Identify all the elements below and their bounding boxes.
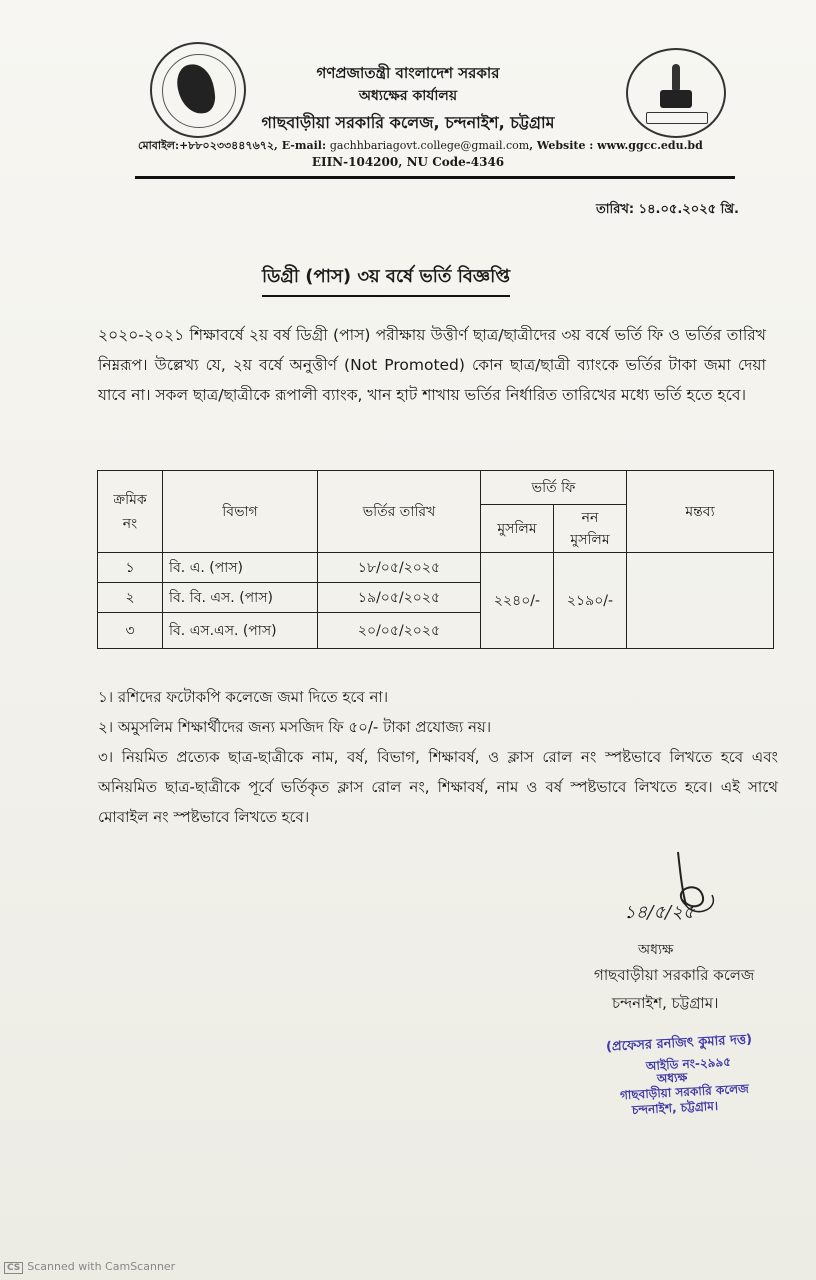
row-serial: ২ — [98, 583, 163, 613]
signatory-college: গাছবাড়ীয়া সরকারি কলেজ — [594, 966, 755, 984]
contact-line — [138, 137, 703, 156]
stamp-college: গাছবাড়ীয়া সরকারি কলেজ — [619, 1081, 750, 1103]
col-serial-header: ক্রমিক নং — [98, 471, 163, 553]
row-date: ১৯/০৫/২০২৫ — [318, 583, 481, 613]
signatory-designation: অধ্যক্ষ — [638, 942, 674, 958]
contact-website: , Website : www.ggcc.edu.bd — [529, 139, 703, 152]
note-item: ২। অমুসলিম শিক্ষার্থীদের জন্য মসজিদ ফি ৫০/- টাকা প্রযোজ্য নয়। — [98, 718, 492, 736]
issue-date: তারিখ: ১৪.০৫.২০২৫ খ্রি. — [596, 202, 739, 217]
col-dept-header: বিভাগ — [163, 471, 318, 553]
fee-muslim: ২২৪০/- — [481, 553, 554, 649]
note-item: ৩। নিয়মিত প্রত্যেক ছাত্র-ছাত্রীকে নাম, বর্ষ, বিভাগ, শিক্ষাবর্ষ, ও ক্লাস রোল নং স্পষ্টভাবে লিখতে হবে এবং অনিয়মিত ছাত্র-ছাত্রীকে পূর্বে ভর্তিকৃত ক্লাস রোল নং, শিক্ষাবর্ষ, নাম ও বর্ষ স্পষ্টভাবে লিখতে হবে। এই সাথে মোবাইল নং স্পষ্টভাবে লিখতে হবে। — [98, 748, 778, 826]
camscanner-icon: CS — [4, 1262, 23, 1274]
fee-nonmuslim: ২১৯০/- — [554, 553, 627, 649]
remarks-cell — [627, 553, 774, 649]
col-remarks-header: মন্তব্য — [627, 471, 774, 553]
notes-list — [98, 682, 778, 832]
col-date-header: ভর্তির তারিখ — [318, 471, 481, 553]
col-fee-header: ভর্তি ফি — [481, 471, 627, 505]
office-heading: অধ্যক্ষের কার্যালয় — [358, 88, 458, 104]
header-divider — [135, 176, 735, 179]
table-row — [98, 553, 774, 583]
govt-heading: গণপ্রজাতন্ত্রী বাংলাদেশ সরকার — [316, 64, 500, 82]
row-date: ১৮/০৫/২০২৫ — [318, 553, 481, 583]
admission-fee-table — [97, 470, 774, 649]
col-muslim-header: মুসলিম — [481, 505, 554, 553]
row-dept: বি. এস.এস. (পাস) — [163, 613, 318, 649]
scanner-watermark: CS Scanned with CamScanner — [4, 1260, 175, 1274]
row-serial: ৩ — [98, 613, 163, 649]
stamp-name: (প্রফেসর রনজিৎ কুমার দত্ত) — [605, 1032, 753, 1055]
note-item: ১। রশিদের ফটোকপি কলেজে জমা দিতে হবে না। — [98, 688, 389, 706]
college-heading: গাছবাড়ীয়া সরকারি কলেজ, চন্দনাইশ, চট্টগ্রাম — [261, 113, 555, 132]
contact-mobile: মোবাইল:+৮৮০২৩৩৪৪৭৬৭২, E-mail: — [138, 139, 330, 152]
stamp-title: অধ্যক্ষ — [656, 1070, 688, 1086]
notice-body: ২০২০-২০২১ শিক্ষাবর্ষে ২য় বর্ষ ডিগ্রী (পাস) পরীক্ষায় উত্তীর্ণ ছাত্র/ছাত্রীদের ৩য় বর্ষে ভর্তি ফি ও ভর্তির তারিখ নিম্নরূপ। উল্লেখ্য যে, ২য় বর্ষে অনুত্তীর্ণ (Not Promoted) কোন ছাত্র/ছাত্রী ব্যাংকে ভর্তির টাকা জমা দেয়া যাবে না। সকল ছাত্র/ছাত্রীকে রূপালী ব্যাংক, খান হাট শাখায় ভর্তির নির্ধারিত তারিখের মধ্যে ভর্তি হতে হবে। — [98, 326, 766, 404]
contact-email: gachhbariagovt.college@gmail.com — [329, 139, 530, 152]
notice-title: ডিগ্রী (পাস) ৩য় বর্ষে ভর্তি বিজ্ঞপ্তি — [262, 262, 510, 297]
stamp-id: আইডি নং-২৯৯৫ — [645, 1054, 732, 1074]
row-dept: বি. বি. এস. (পাস) — [163, 583, 318, 613]
row-dept: বি. এ. (পাস) — [163, 553, 318, 583]
eiin-code: EIIN-104200, NU Code-4346 — [311, 155, 505, 169]
row-date: ২০/০৫/২০২৫ — [318, 613, 481, 649]
signatory-place: চন্দনাইশ, চট্টগ্রাম। — [612, 994, 719, 1012]
row-serial: ১ — [98, 553, 163, 583]
signature-date: ১৪/৫/২৫ — [624, 902, 695, 923]
stamp-place: চন্দনাইশ, চট্টগ্রাম। — [631, 1098, 719, 1118]
col-nonmuslim-header: নন মুসলিম — [554, 505, 627, 553]
